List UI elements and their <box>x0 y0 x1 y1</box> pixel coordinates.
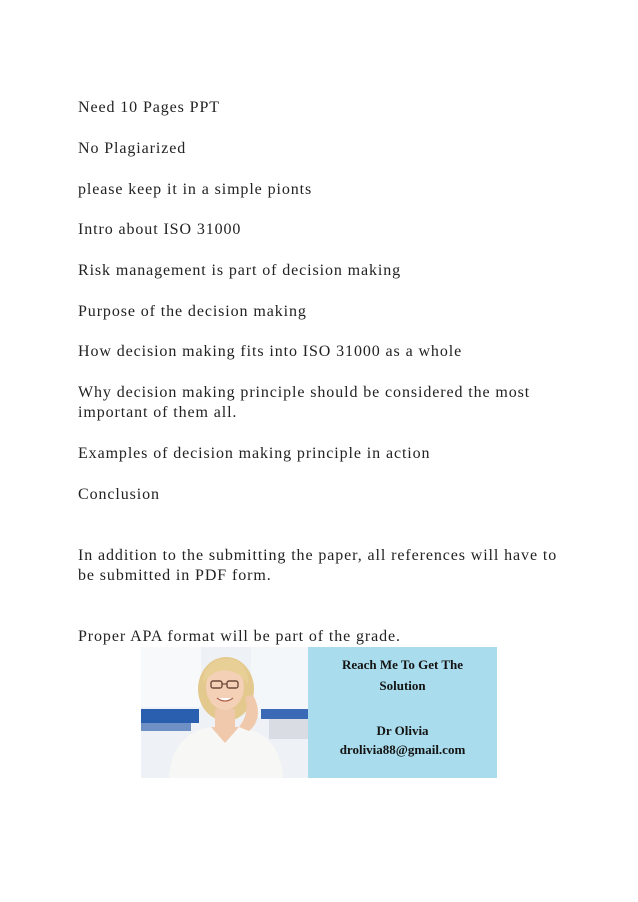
paragraph-simple-points: please keep it in a simple pionts <box>78 181 313 198</box>
woman-photo <box>141 647 308 778</box>
paragraph-why-important: Why decision making principle should be considered the most important of them all. <box>78 384 531 421</box>
contact-advertisement-banner <box>141 647 497 778</box>
paragraph-risk-management: Risk management is part of decision making <box>78 262 402 279</box>
paragraph-intro-iso: Intro about ISO 31000 <box>78 221 242 238</box>
paragraph-references: In addition to the submitting the paper, all references will have to be submitted in PDF form. <box>78 547 558 584</box>
ad-contact-email[interactable]: drolivia88@gmail.com <box>339 742 466 757</box>
ad-contact-name: Dr Olivia <box>376 723 429 738</box>
paragraph-need-pages: Need 10 Pages PPT <box>78 99 220 116</box>
paragraph-how-fits: How decision making fits into ISO 31000 as a whole <box>78 343 463 360</box>
paragraph-purpose: Purpose of the decision making <box>78 303 307 320</box>
paragraph-apa-format: Proper APA format will be part of the grade. <box>78 628 401 645</box>
paragraph-no-plagiarized: No Plagiarized <box>78 140 187 157</box>
ad-heading-line2: Solution <box>379 678 426 693</box>
contact-text-panel <box>308 647 497 778</box>
paragraph-conclusion: Conclusion <box>78 486 160 503</box>
paragraph-examples: Examples of decision making principle in action <box>78 445 431 462</box>
ad-heading-line1: Reach Me To Get The <box>341 657 464 672</box>
